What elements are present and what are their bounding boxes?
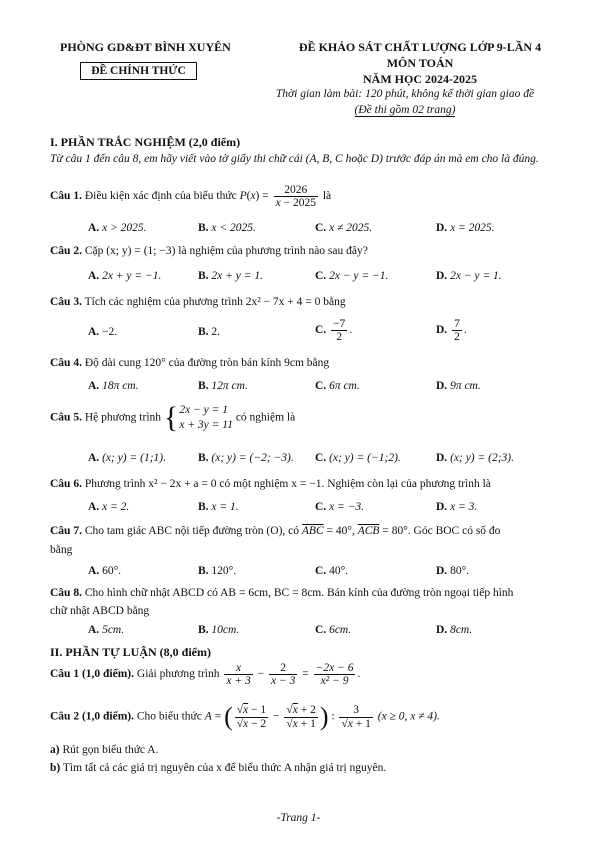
q4-option-c: C. 6π cm. — [315, 380, 360, 392]
q5-option-b: B. (x; y) = (−2; −3). — [198, 452, 294, 464]
department-name: PHÒNG GD&ĐT BÌNH XUYÊN — [60, 40, 231, 54]
q5-option-d: D. (x; y) = (2;3). — [436, 452, 515, 464]
subject: MÔN TOÁN — [386, 56, 454, 70]
q6-option-b: B. x = 1. — [198, 501, 239, 513]
question-5: Câu 5. Hệ phương trình {2x − y = 1 x + 3y = 11 có nghiệm là — [50, 401, 296, 434]
q7-option-b: B. 120°. — [198, 565, 237, 577]
essay-question-2b: b) Tìm tất cả các giá trị nguyên của x để biểu thức A nhận giá trị nguyên. — [50, 762, 387, 774]
q3-option-d: D. $\frac{7}{2}$ . — [436, 318, 467, 344]
essay-question-2a: a) Rút gọn biểu thức A. — [50, 744, 159, 756]
q2-option-d: D. 2x − y = 1. — [436, 270, 502, 282]
official-stamp: ĐỀ CHÍNH THỨC — [80, 62, 197, 80]
essay-question-2: Câu 2 (1,0 điểm). Cho biểu thức A = ( $\frac{√x - 1}{√x - 2}$ − $\frac{√x + 2}{√x + 1}$ ) : $\frac{3}{√x + 1}$ (x ≥ 0, x ≠ 4). — [50, 702, 440, 731]
q4-option-d: D. 9π cm. — [436, 380, 481, 392]
q8-option-d: D. 8cm. — [436, 624, 473, 636]
part2-title: II. PHẦN TỰ LUẬN (8,0 điểm) — [50, 645, 211, 659]
q3-option-a: A. −2. — [88, 326, 118, 338]
q2-option-c: C. 2x − y = −1. — [315, 270, 389, 282]
q8-option-b: B. 10cm. — [198, 624, 240, 636]
time-note: Thời gian làm bài: 120 phút, không kể thời gian giao đề — [275, 88, 535, 100]
q2-option-b: B. 2x + y = 1. — [198, 270, 264, 282]
q4-option-a: A. 18π cm. — [88, 380, 139, 392]
question-2: Câu 2. Cặp (x; y) = (1; −3) là nghiệm của phương trình nào sau đây? — [50, 245, 368, 257]
q4-option-b: B. 12π cm. — [198, 380, 248, 392]
q5-option-a: A. (x; y) = (1;1). — [88, 452, 167, 464]
part1-instruction: Từ câu 1 đến câu 8, em hãy viết vào tờ giấy thi chữ cái (A, B, C hoặc D) trước đáp án mà em cho là đúng. — [50, 153, 539, 165]
q6-option-a: A. x = 2. — [88, 501, 130, 513]
question-4: Câu 4. Độ dài cung 120° của đường tròn bán kính 9cm bằng — [50, 357, 330, 369]
q6-option-c: C. x = −3. — [315, 501, 365, 513]
q1-option-a: A. x > 2025. — [88, 222, 147, 234]
q5-option-c: C. (x; y) = (−1;2). — [315, 452, 401, 464]
q8-option-a: A. 5cm. — [88, 624, 125, 636]
question-3: Câu 3. Tích các nghiệm của phương trình 2x² − 7x + 4 = 0 bằng — [50, 296, 346, 308]
q1-option-d: D. x = 2025. — [436, 222, 495, 234]
essay-question-1: Câu 1 (1,0 điểm). Giải phương trình $\frac{x}{x + 3}$ − $\frac{2}{x - 3}$ = $\frac{-2x - 6}{\text{x² − 9}}$ . — [50, 662, 361, 688]
exam-title: ĐỀ KHẢO SÁT CHẤT LƯỢNG LỚP 9-LẦN 4 — [298, 40, 542, 54]
question-1: Câu 1. Điều kiện xác định của biểu thức P(x) = $\frac{2026}{x - 2025}$ là — [50, 184, 332, 210]
q3-option-b: B. 2. — [198, 326, 221, 338]
q8-option-c: C. 6cm. — [315, 624, 352, 636]
question-8: Câu 8. Cho hình chữ nhật ABCD có AB = 6cm, BC = 8cm. Bán kính của đường tròn ngoại tiếp hình — [50, 587, 514, 599]
pages-note: (Đề thi gồm 02 trang) — [354, 104, 456, 116]
page-footer: -Trang 1- — [276, 812, 321, 824]
q2-option-a: A. 2x + y = −1. — [88, 270, 162, 282]
question-6: Câu 6. Phương trình x² − 2x + a = 0 có một nghiệm x = −1. Nghiệm còn lại của phương trình là — [50, 478, 491, 490]
school-year: NĂM HỌC 2024-2025 — [363, 72, 477, 86]
q6-option-d: D. x = 3. — [436, 501, 478, 513]
q1-option-b: B. x < 2025. — [198, 222, 256, 234]
q7-option-a: A. 60°. — [88, 565, 122, 577]
question-7-line2: bằng — [50, 544, 73, 556]
q1-option-c: C. x ≠ 2025. — [315, 222, 373, 234]
question-8-line2: chữ nhật ABCD bằng — [50, 605, 150, 617]
q7-option-c: C. 40°. — [315, 565, 349, 577]
part1-title: I. PHẦN TRẮC NGHIỆM (2,0 điểm) — [50, 135, 241, 149]
question-7: Câu 7. Cho tam giác ABC nội tiếp đường tròn (O), có $\overline{ABC} = 40^\circ$, $\overline{ACB} = 80^\circ$. Góc BOC có số đo — [50, 525, 501, 537]
q7-option-d: D. 80°. — [436, 565, 470, 577]
q3-option-c: C. $\frac{-7}{2}$ . — [315, 318, 353, 344]
